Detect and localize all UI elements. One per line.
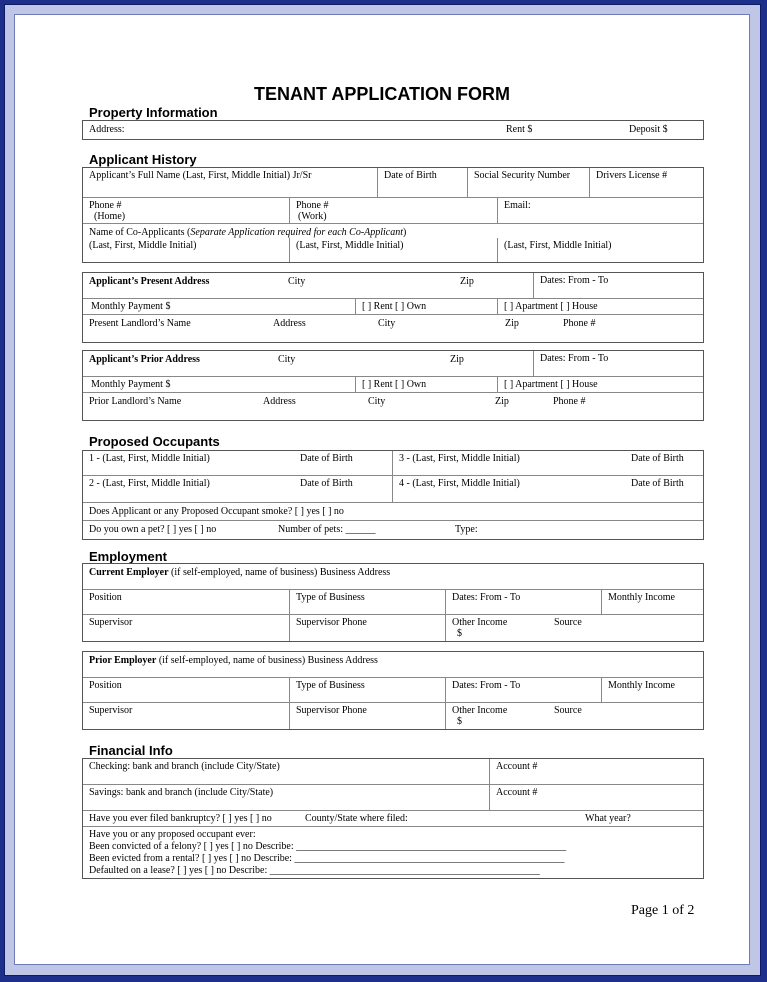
work-phone-label: Phone # [296,200,329,211]
present-apt-house-label: [ ] Apartment [ ] House [504,301,598,312]
occupant-2-dob-label: Date of Birth [300,478,353,489]
prior-address-row [83,351,703,377]
form-title: TENANT APPLICATION FORM [254,84,510,104]
dob-field[interactable] [377,168,467,197]
current-employer-label-bold: Current Employer [89,567,169,578]
number-of-pets-field: Number of pets: ______ [278,524,376,535]
current-position-row [83,590,703,615]
prior-position-row [83,678,703,703]
prior-apt-house-checkbox[interactable] [497,377,703,392]
occupant-3-label: 3 - (Last, First, Middle Initial) [399,453,520,464]
current-source-label: Source [554,617,582,628]
present-zip-field[interactable]: Zip [460,276,474,287]
prior-employer-label [89,655,378,666]
prior-employer-label-bold: Prior Employer [89,655,157,666]
ssn-field[interactable] [467,168,589,197]
occupant-4-label: 4 - (Last, First, Middle Initial) [399,478,520,489]
checking-bank-field[interactable] [83,759,489,784]
bankruptcy-row[interactable] [83,811,703,827]
section-financial-heading: Financial Info [89,743,173,758]
prior-rent-own-checkbox[interactable] [355,377,497,392]
prior-landlord-city-label: City [368,396,386,407]
prior-monthly-income-label: Monthly Income [608,680,675,691]
prior-monthly-payment-field[interactable] [83,377,355,392]
prior-city-field[interactable]: City [278,354,296,365]
present-address-row [83,273,703,299]
prior-employer-table [82,651,704,730]
property-row [83,121,703,139]
present-city-field[interactable]: City [288,276,306,287]
prior-monthly-income-field[interactable] [601,678,703,702]
current-position-field[interactable] [83,590,289,614]
dob-label: Date of Birth [384,170,437,181]
license-label: Drivers License # [596,170,668,181]
prior-landlord-phone-label: Phone # [553,396,586,407]
prior-business-type-label: Type of Business [296,680,365,691]
savings-account-field[interactable] [489,785,703,810]
coapplicant-1-label: (Last, First, Middle Initial) [89,240,197,251]
prior-position-field[interactable] [83,678,289,702]
coapplicant-label-prefix: Name of Co-Applicants ( [89,227,191,238]
full-name-field[interactable] [83,168,377,197]
default-question[interactable]: Defaulted on a lease? [ ] yes [ ] no Describe: ______________________________________________________ [89,865,540,876]
coapplicant-2-label: (Last, First, Middle Initial) [296,240,404,251]
prior-dates-label: Dates: From - To [452,680,521,691]
ssn-label: Social Security Number [474,170,571,181]
home-phone-sublabel: (Home) [94,211,126,222]
occupant-4-field[interactable] [392,476,703,502]
deposit-field[interactable]: Deposit $ [629,124,668,135]
coapplicant-2-field[interactable] [289,238,497,262]
current-supervisor-phone-label: Supervisor Phone [296,617,367,628]
current-supervisor-field[interactable] [83,615,289,641]
prior-landlord-row[interactable] [83,393,703,420]
occupant-1-dob-label: Date of Birth [300,453,353,464]
occupant-2-field[interactable] [83,476,392,502]
work-phone-field[interactable] [289,198,497,223]
current-business-type-field[interactable] [289,590,445,614]
prior-dates-field[interactable] [445,678,601,702]
occupants-row-1 [83,451,703,476]
prior-monthly-payment-label: Monthly Payment $ [91,379,171,390]
prior-landlord-address-label: Address [263,396,296,407]
current-employer-row[interactable] [83,564,703,590]
occupant-2-label: 2 - (Last, First, Middle Initial) [89,478,210,489]
full-name-label: Applicant’s Full Name (Last, First, Middle Initial) Jr/Sr [89,170,312,181]
prior-supervisor-label: Supervisor [89,705,133,716]
bankruptcy-year-field: What year? [585,813,631,824]
current-other-income-field[interactable] [445,615,703,641]
prior-supervisor-field[interactable] [83,703,289,729]
current-supervisor-phone-field[interactable] [289,615,445,641]
email-label: Email: [504,200,531,211]
coapplicant-label-suffix: ) [403,227,407,238]
present-landlord-city-label: City [378,318,396,329]
felony-question[interactable]: Been convicted of a felony? [ ] yes [ ] no Describe: ______________________________________________________ [89,841,567,852]
prior-dates-label: Dates: From - To [540,353,609,364]
present-landlord-label: Present Landlord’s Name [89,318,191,329]
prior-employer-label-rest: (if self-employed, name of business) Business Address [156,655,378,666]
checking-row [83,759,703,785]
prior-other-income-field[interactable] [445,703,703,729]
current-monthly-income-label: Monthly Income [608,592,675,603]
prior-apt-house-label: [ ] Apartment [ ] House [504,379,598,390]
section-history-heading: Applicant History [89,152,197,167]
prior-dates-field[interactable] [533,351,703,376]
current-monthly-income-field[interactable] [601,590,703,614]
present-rent-own-label: [ ] Rent [ ] Own [362,301,427,312]
current-supervisor-label: Supervisor [89,617,133,628]
savings-row [83,785,703,811]
history-row-phone [83,198,703,224]
prior-rent-own-label: [ ] Rent [ ] Own [362,379,427,390]
history-table [82,167,704,263]
history-row-name [83,168,703,198]
financial-table [82,758,704,879]
property-table [82,120,704,140]
occupant-1-label: 1 - (Last, First, Middle Initial) [89,453,210,464]
coapplicant-label [89,227,406,238]
prior-business-type-field[interactable] [289,678,445,702]
present-landlord-zip-label: Zip [505,318,519,329]
present-monthly-payment-label: Monthly Payment $ [91,301,171,312]
section-property-heading: Property Information [89,105,218,120]
current-employer-label [89,567,390,578]
present-address-heading: Applicant’s Present Address [89,276,210,287]
smoke-question: Does Applicant or any Proposed Occupant smoke? [ ] yes [ ] no [89,506,344,517]
present-landlord-phone-label: Phone # [563,318,596,329]
occupant-3-field[interactable] [392,451,703,475]
present-monthly-payment-field[interactable] [83,299,355,314]
prior-source-label: Source [554,705,582,716]
section-employment-heading: Employment [89,549,168,564]
pet-row[interactable] [83,521,703,539]
savings-account-label: Account # [496,787,538,798]
rent-field[interactable]: Rent $ [506,124,533,135]
prior-zip-field[interactable]: Zip [450,354,464,365]
page-number: Page 1 of 2 [631,903,695,918]
occupants-row-2 [83,476,703,503]
current-other-income-dollar: $ [457,628,462,639]
pet-question: Do you own a pet? [ ] yes [ ] no [89,524,217,535]
email-field[interactable] [497,198,703,223]
present-dates-field[interactable] [533,273,703,298]
coapplicant-3-label: (Last, First, Middle Initial) [504,240,612,251]
history-questions-intro: Have you or any proposed occupant ever: [89,829,256,840]
current-dates-field[interactable] [445,590,601,614]
occupant-1-field[interactable] [83,451,392,475]
occupant-4-dob-label: Date of Birth [631,478,684,489]
bankruptcy-county-field: County/State where filed: [305,813,408,824]
occupant-3-dob-label: Date of Birth [631,453,684,464]
prior-payment-row [83,377,703,393]
prior-landlord-label: Prior Landlord’s Name [89,396,182,407]
prior-supervisor-phone-field[interactable] [289,703,445,729]
checking-bank-label: Checking: bank and branch (include City/State) [89,761,280,772]
address-field[interactable]: Address: [89,124,125,135]
present-rent-own-checkbox[interactable] [355,299,497,314]
history-questions-row [83,827,703,878]
coapplicant-label-note: Separate Application required for each Co-Applicant [190,227,404,238]
prior-other-income-label: Other Income [452,705,508,716]
section-occupants-heading: Proposed Occupants [89,434,220,449]
current-business-type-label: Type of Business [296,592,365,603]
bankruptcy-question: Have you ever filed bankruptcy? [ ] yes [ ] no [89,813,272,824]
current-position-label: Position [89,592,122,603]
prior-other-income-dollar: $ [457,716,462,727]
prior-employer-row[interactable] [83,652,703,678]
home-phone-label: Phone # [89,200,122,211]
current-employer-label-rest: (if self-employed, name of business) Business Address [168,567,391,578]
checking-account-label: Account # [496,761,538,772]
eviction-question[interactable]: Been evicted from a rental? [ ] yes [ ] no Describe: ______________________________________________________ [89,853,565,864]
present-landlord-address-label: Address [273,318,306,329]
smoke-row[interactable] [83,503,703,521]
savings-bank-field[interactable] [83,785,489,810]
present-dates-label: Dates: From - To [540,275,609,286]
form-page [14,14,750,965]
prior-address-heading: Applicant’s Prior Address [89,354,200,365]
work-phone-sublabel: (Work) [298,211,327,222]
coapplicant-1-field[interactable] [83,238,289,262]
prior-landlord-zip-label: Zip [495,396,509,407]
prior-supervisor-phone-label: Supervisor Phone [296,705,367,716]
current-other-income-label: Other Income [452,617,508,628]
home-phone-field[interactable] [83,198,289,223]
current-employer-table [82,563,704,642]
history-row-coapplicants [83,224,703,262]
prior-address-table [82,350,704,421]
checking-account-field[interactable] [489,759,703,784]
present-payment-row [83,299,703,315]
occupants-table [82,450,704,540]
current-supervisor-row [83,615,703,641]
present-apt-house-checkbox[interactable] [497,299,703,314]
prior-position-label: Position [89,680,122,691]
coapplicant-3-field[interactable] [497,238,703,262]
savings-bank-label: Savings: bank and branch (include City/State) [89,787,274,798]
present-landlord-row[interactable] [83,315,703,342]
prior-supervisor-row [83,703,703,729]
current-dates-label: Dates: From - To [452,592,521,603]
present-address-table [82,272,704,343]
license-field[interactable] [589,168,703,197]
pet-type-field: Type: [455,524,478,535]
